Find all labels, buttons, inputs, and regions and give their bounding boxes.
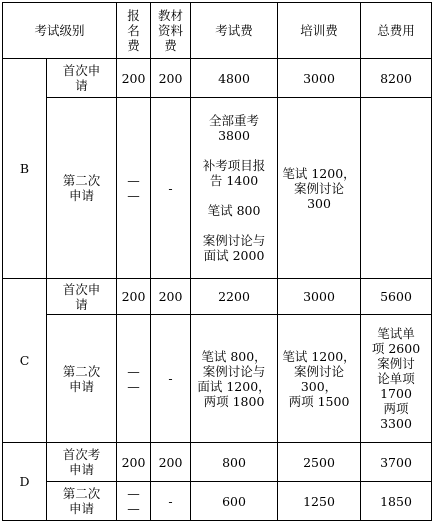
header-training-fee: 培训费 — [278, 3, 361, 59]
table-row — [3, 98, 432, 279]
exam-fee: 600 — [191, 482, 278, 521]
materials-fee: 200 — [151, 279, 191, 315]
header-exam-fee: 考试费 — [191, 3, 278, 59]
level-b: B — [3, 59, 47, 279]
materials-fee: - — [151, 482, 191, 521]
application-type: 首次申 请 — [47, 59, 117, 98]
table-row — [3, 443, 432, 482]
table-row — [3, 482, 432, 521]
level-d: D — [3, 443, 47, 521]
application-type: 第二次 申请 — [47, 315, 117, 443]
registration-fee: — — — [117, 98, 151, 279]
total-fee: 1850 — [361, 482, 432, 521]
application-type: 第二次 申请 — [47, 98, 117, 279]
total-fee: 8200 — [361, 59, 432, 98]
materials-fee: 200 — [151, 443, 191, 482]
total-fee: 5600 — [361, 279, 432, 315]
application-type: 首次申 请 — [47, 279, 117, 315]
exam-fee: 2200 — [191, 279, 278, 315]
registration-fee: — — — [117, 482, 151, 521]
exam-fee: 笔试 800， 案例讨论与 面试 1200， 两项 1800 — [191, 315, 278, 443]
exam-fee: 4800 — [191, 59, 278, 98]
application-type: 第二次 申请 — [47, 482, 117, 521]
registration-fee: — — — [117, 315, 151, 443]
training-fee: 3000 — [278, 59, 361, 98]
header-registration-fee: 报 名 费 — [117, 3, 151, 59]
materials-fee: - — [151, 98, 191, 279]
header-materials-fee: 教材 资料 费 — [151, 3, 191, 59]
table-row — [3, 59, 432, 98]
header-row — [3, 3, 432, 59]
training-fee: 3000 — [278, 279, 361, 315]
registration-fee: 200 — [117, 279, 151, 315]
training-fee: 1250 — [278, 482, 361, 521]
registration-fee: 200 — [117, 443, 151, 482]
exam-fee: 800 — [191, 443, 278, 482]
total-fee — [361, 98, 432, 279]
header-total-fee: 总费用 — [361, 3, 432, 59]
materials-fee: - — [151, 315, 191, 443]
table-row — [3, 279, 432, 315]
training-fee: 笔试 1200， 案例讨论 300 — [278, 98, 361, 279]
header-level: 考试级别 — [3, 3, 117, 59]
materials-fee: 200 — [151, 59, 191, 98]
total-fee: 3700 — [361, 443, 432, 482]
exam-fee: 全部重考 3800 补考项目报 告 1400 笔试 800 案例讨论与 面试 2000 — [191, 98, 278, 279]
training-fee: 笔试 1200， 案例讨论 300， 两项 1500 — [278, 315, 361, 443]
registration-fee: 200 — [117, 59, 151, 98]
application-type: 首次考 申请 — [47, 443, 117, 482]
fee-table — [2, 2, 432, 521]
level-c: C — [3, 279, 47, 443]
training-fee: 2500 — [278, 443, 361, 482]
table-row — [3, 315, 432, 443]
total-fee: 笔试单 项 2600 案例讨 论单项 1700 两项 3300 — [361, 315, 432, 443]
